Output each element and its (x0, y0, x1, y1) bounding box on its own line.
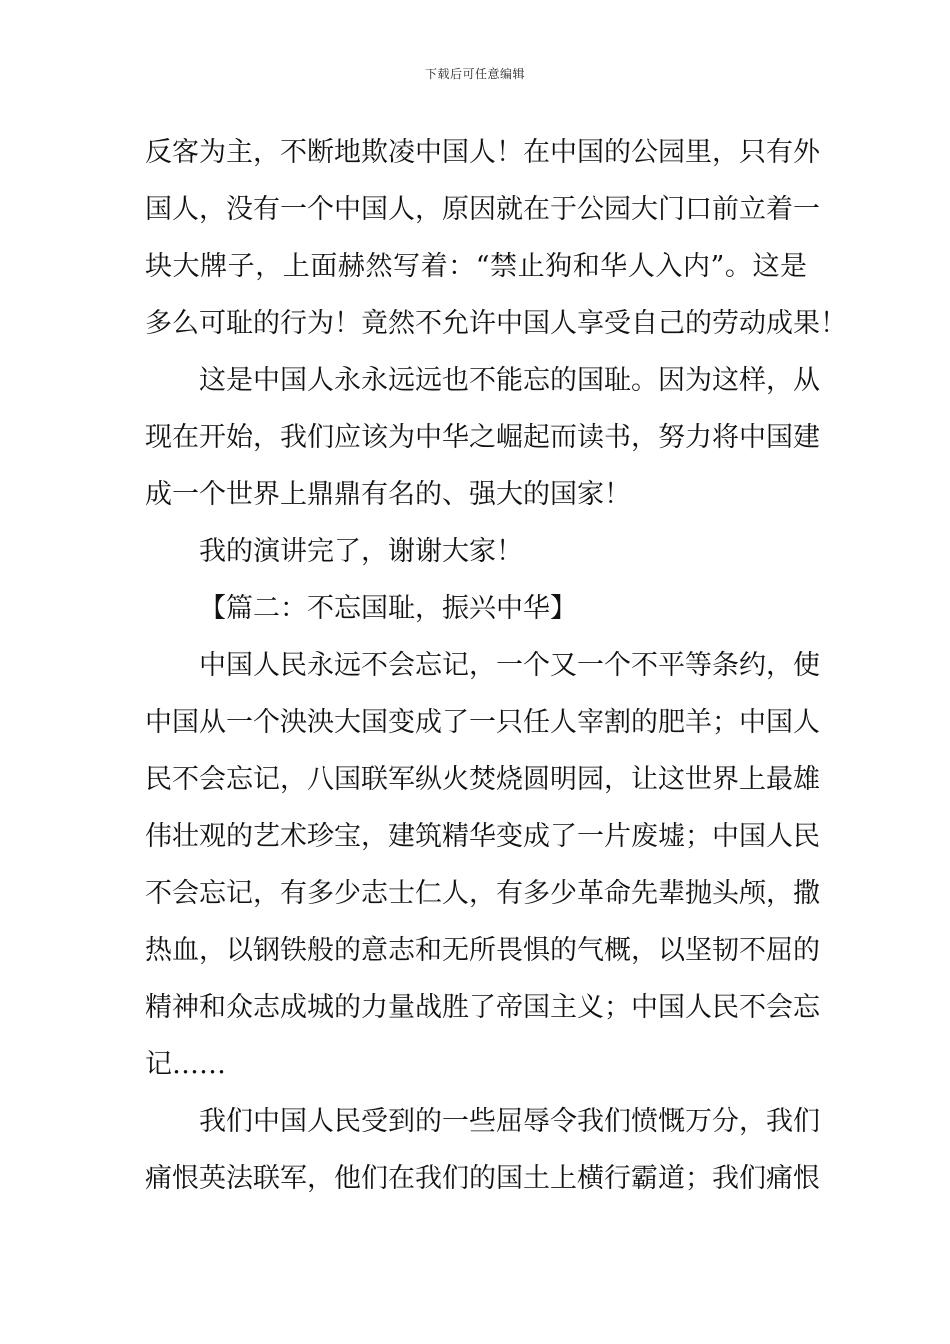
text-line-1: 反客为主，不断地欺凌中国人！在中国的公园里，只有外 (145, 137, 820, 168)
text-line-14: 不会忘记，有多少志士仁人，有多少革命先辈抛头颅，撒 (145, 878, 820, 909)
text-line-19: 痛恨英法联军，他们在我们的国土上横行霸道；我们痛恨 (145, 1163, 820, 1194)
text-line-4: 多么可耻的行为！竟然不允许中国人享受自己的劳动成果！ (145, 308, 847, 339)
text-line-16: 精神和众志成城的力量战胜了帝国主义；中国人民不会忘 (145, 992, 820, 1023)
text-line-12: 民不会忘记，八国联军纵火焚烧圆明园，让这世界上最雄 (145, 764, 820, 795)
text-line-17: 记…… (145, 1049, 226, 1080)
text-line-10: 中国人民永远不会忘记，一个又一个不平等条约，使 (199, 650, 820, 681)
section-title: 【篇二：不忘国耻，振兴中华】 (199, 593, 577, 624)
text-line-3: 块大牌子，上面赫然写着：“禁止狗和华人入内”。这是 (145, 251, 807, 282)
text-line-15: 热血，以钢铁般的意志和无所畏惧的气概，以坚韧不屈的 (145, 935, 820, 966)
text-line-2: 国人，没有一个中国人，原因就在于公园大门口前立着一 (145, 194, 820, 225)
document-body (145, 124, 847, 1207)
page-header: 下载后可任意编辑 (424, 67, 525, 81)
text-line-5: 这是中国人永永远远也不能忘的国耻。因为这样，从 (199, 365, 820, 396)
text-line-6: 现在开始，我们应该为中华之崛起而读书，努力将中国建 (145, 422, 820, 453)
text-line-18: 我们中国人民受到的一些屈辱令我们愤慨万分，我们 (199, 1106, 820, 1137)
text-line-8: 我的演讲完了，谢谢大家！ (199, 536, 523, 567)
text-line-7: 成一个世界上鼎鼎有名的、强大的国家！ (145, 479, 631, 510)
text-line-11: 中国从一个泱泱大国变成了一只任人宰割的肥羊；中国人 (145, 707, 820, 738)
text-line-13: 伟壮观的艺术珍宝，建筑精华变成了一片废墟；中国人民 (145, 821, 820, 852)
